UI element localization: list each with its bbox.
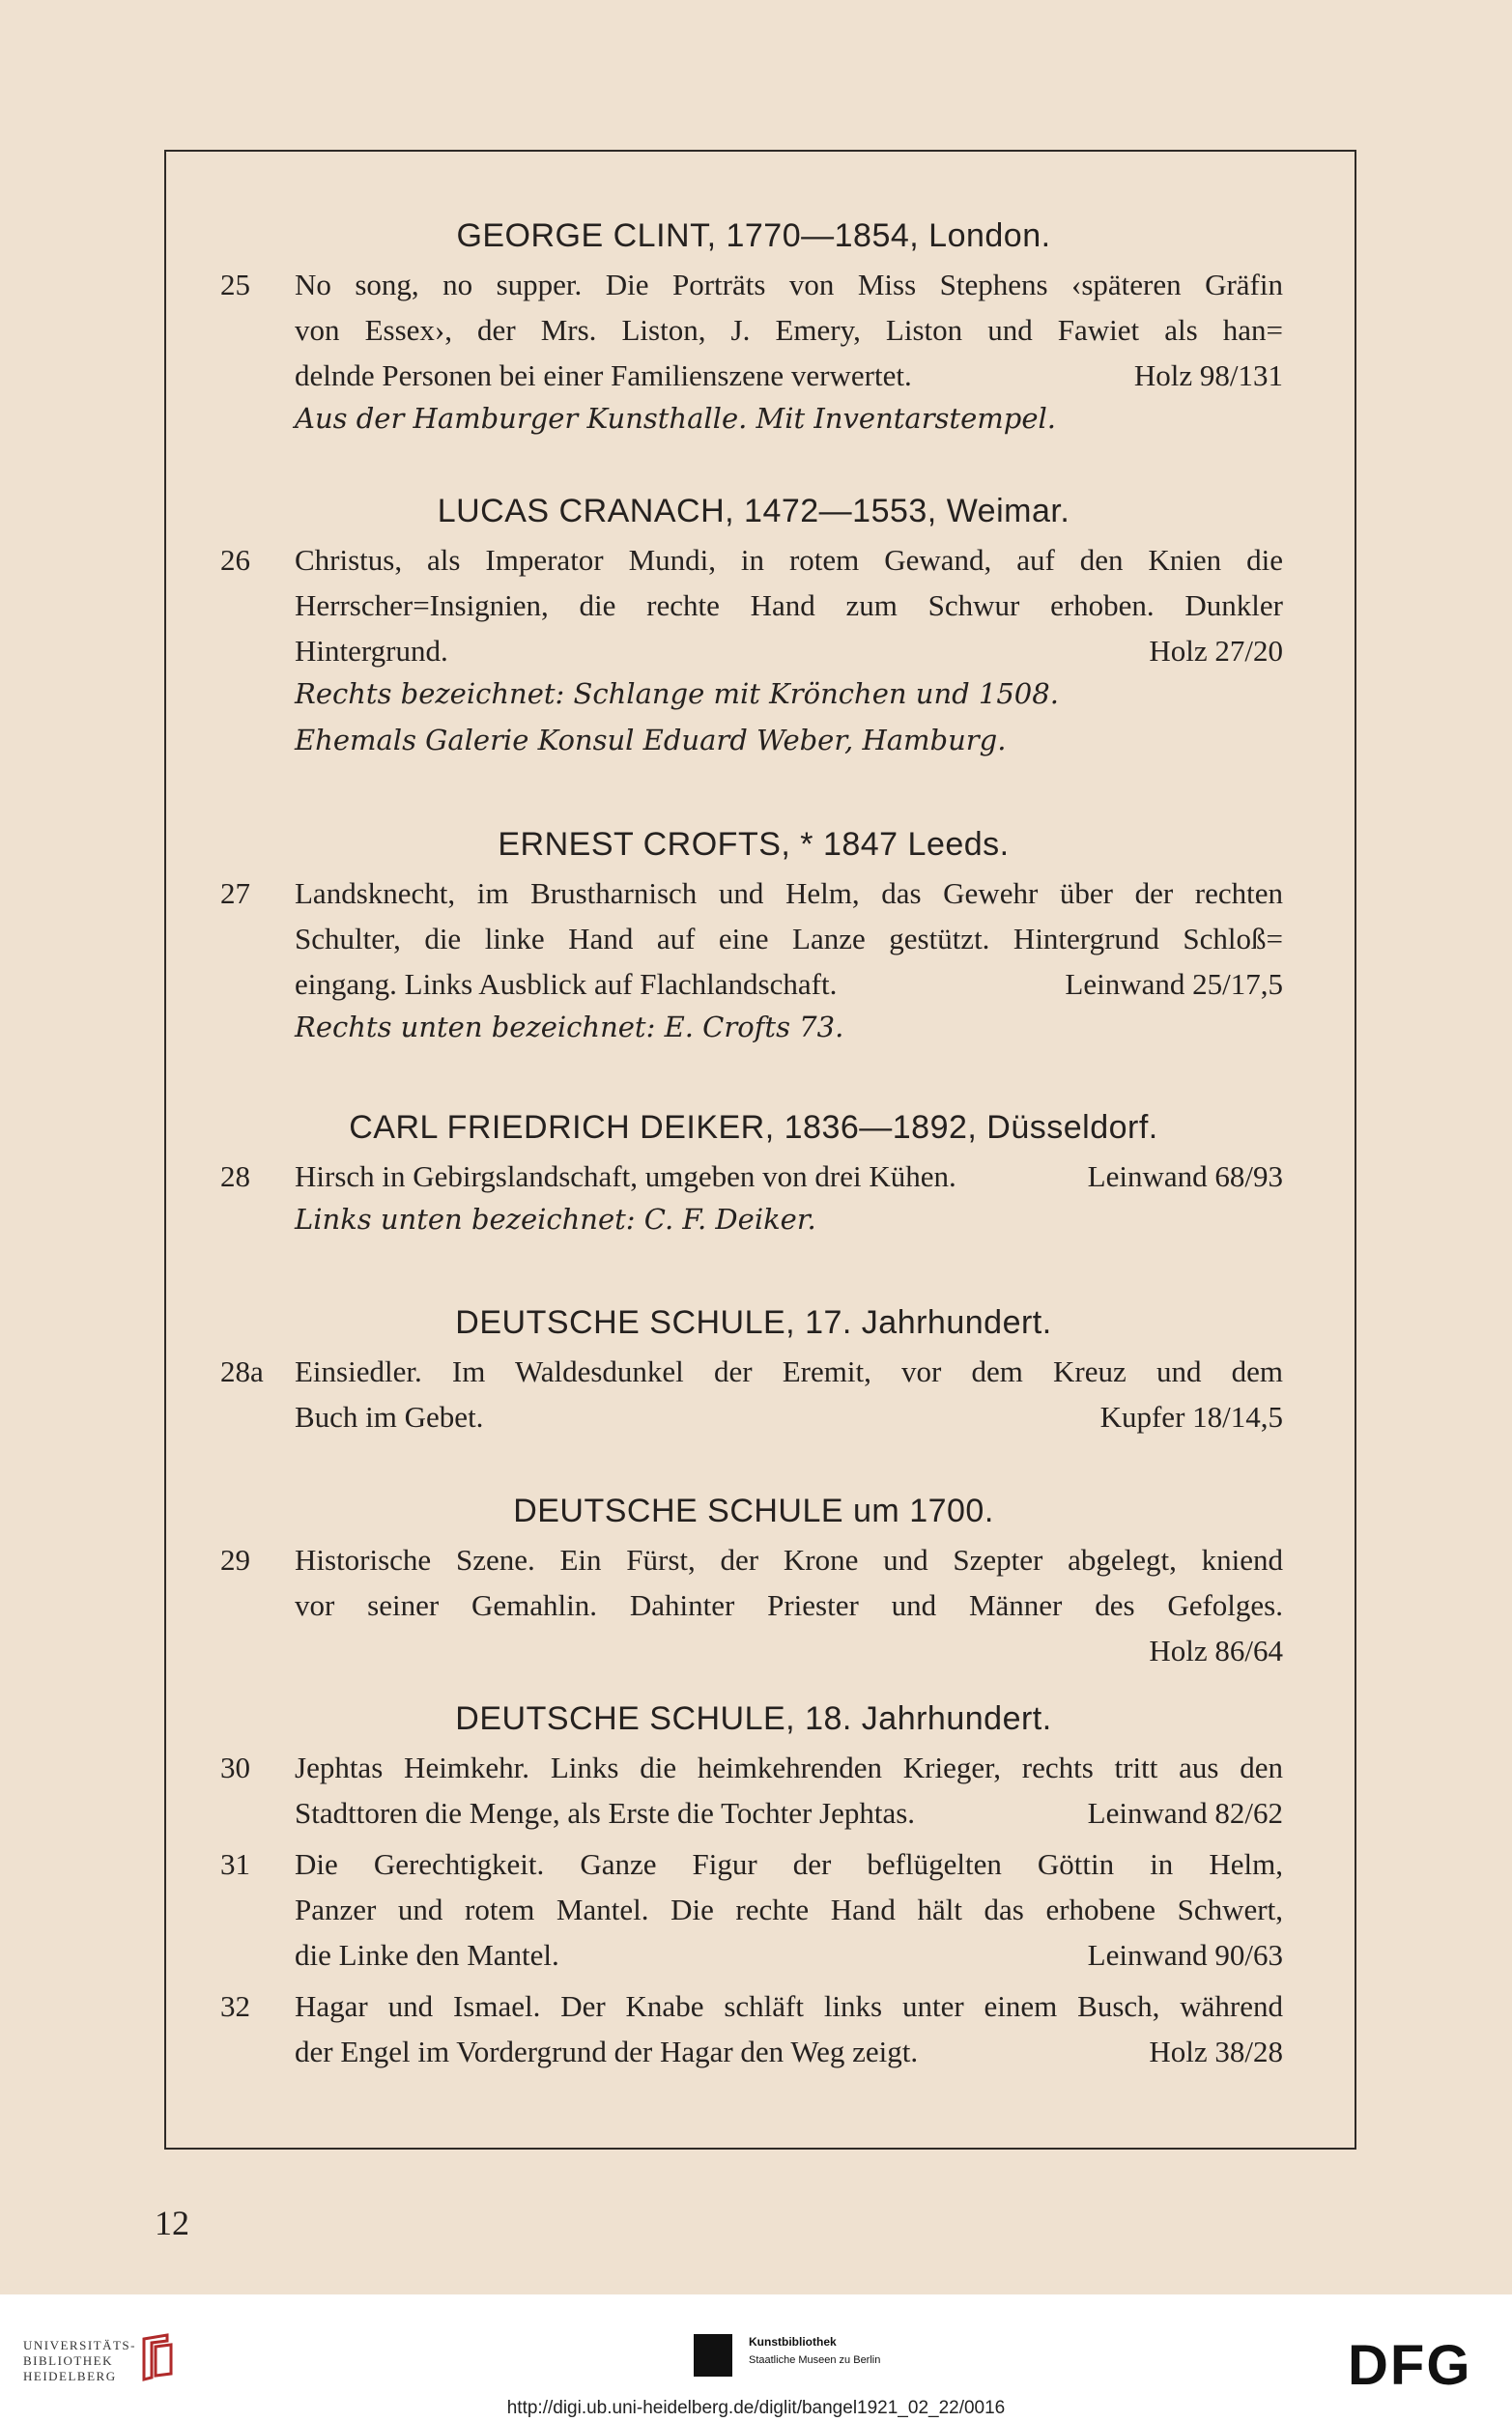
- dfg-logo: DFG: [1348, 2334, 1472, 2397]
- entry-line: No song, no supper. Die Porträts von Miss Stephens ‹späteren Gräfin: [295, 268, 1283, 301]
- artist-heading: CARL FRIEDRICH DEIKER, 1836—1892, Düsseldorf.: [349, 1109, 1158, 1146]
- entry-line: die Linke den Mantel.: [295, 1938, 559, 1972]
- entry-line: Schulter, die linke Hand auf eine Lanze gestützt. Hintergrund Schloß=: [295, 922, 1283, 955]
- catalog-number: 28: [220, 1159, 250, 1193]
- footer-bar: [0, 2294, 1512, 2422]
- entry-line: vor seiner Gemahlin. Dahinter Priester und Männer des Gefolges.: [295, 1588, 1283, 1622]
- entry-line: von Essex›, der Mrs. Liston, J. Emery, Liston und Fawiet als han=: [295, 313, 1283, 347]
- entry-line: Herrscher=Insignien, die rechte Hand zum Schwur erhoben. Dunkler: [295, 588, 1283, 622]
- catalog-number: 27: [220, 876, 250, 910]
- catalog-number: 31: [220, 1847, 250, 1881]
- entry-line: delnde Personen bei einer Familienszene verwertet.: [295, 358, 912, 392]
- kunstbibliothek-logo-icon: [694, 2334, 732, 2377]
- medium-dimensions: Leinwand 68/93: [1087, 1159, 1283, 1193]
- entry-line: Historische Szene. Ein Fürst, der Krone und Szepter abgelegt, kniend: [295, 1543, 1283, 1577]
- catalog-number: 28a: [220, 1354, 264, 1388]
- medium-dimensions: Holz 86/64: [1149, 1634, 1283, 1667]
- page-number: 12: [155, 2204, 189, 2242]
- kb-subtitle: Staatliche Museen zu Berlin: [749, 2354, 881, 2366]
- entry-line: Jephtas Heimkehr. Links die heimkehrenden Krieger, rechts tritt aus den: [295, 1751, 1283, 1784]
- medium-dimensions: Holz 27/20: [1149, 634, 1283, 668]
- artist-heading: LUCAS CRANACH, 1472—1553, Weimar.: [437, 493, 1070, 529]
- catalog-number: 25: [220, 268, 250, 301]
- source-url[interactable]: http://digi.ub.uni-heidelberg.de/diglit/bangel1921_02_22/0016: [506, 2398, 1006, 2418]
- entry-line: Die Gerechtigkeit. Ganze Figur der beflügelten Göttin in Helm,: [295, 1847, 1283, 1881]
- university-line: HEIDELBERG: [23, 2369, 117, 2383]
- artist-heading: DEUTSCHE SCHULE um 1700.: [513, 1493, 994, 1529]
- provenance-note: Rechts bezeichnet: Schlange mit Krönchen und 1508.: [295, 677, 1059, 710]
- university-line: BIBLIOTHEK: [23, 2353, 113, 2368]
- university-library-name: [23, 2338, 136, 2384]
- artist-heading: DEUTSCHE SCHULE, 18. Jahrhundert.: [455, 1700, 1052, 1737]
- entry-line: Landsknecht, im Brustharnisch und Helm, das Gewehr über der rechten: [295, 876, 1283, 910]
- medium-dimensions: Leinwand 25/17,5: [1065, 967, 1283, 1001]
- medium-dimensions: Kupfer 18/14,5: [1099, 1400, 1283, 1434]
- entry-line: Buch im Gebet.: [295, 1400, 484, 1434]
- entry-line: Christus, als Imperator Mundi, in rotem Gewand, auf den Knien die: [295, 543, 1283, 577]
- entry-line: eingang. Links Ausblick auf Flachlandschaft.: [295, 967, 838, 1001]
- medium-dimensions: Holz 38/28: [1149, 2035, 1283, 2068]
- entry-line: der Engel im Vordergrund der Hagar den Weg zeigt.: [295, 2035, 919, 2068]
- provenance-note: Aus der Hamburger Kunsthalle. Mit Inventarstempel.: [295, 402, 1056, 435]
- catalog-number: 30: [220, 1751, 250, 1784]
- medium-dimensions: Leinwand 82/62: [1087, 1796, 1283, 1830]
- medium-dimensions: Holz 98/131: [1133, 358, 1283, 392]
- kunstbibliothek-label: [749, 2335, 880, 2366]
- kb-title: Kunstbibliothek: [749, 2335, 837, 2349]
- provenance-note: Ehemals Galerie Konsul Eduard Weber, Hamburg.: [295, 724, 1007, 756]
- university-line: UNIVERSITÄTS-: [23, 2338, 136, 2352]
- entry-line: Panzer und rotem Mantel. Die rechte Hand hält das erhobene Schwert,: [295, 1893, 1283, 1926]
- artist-heading: DEUTSCHE SCHULE, 17. Jahrhundert.: [455, 1304, 1052, 1341]
- entry-line: Hagar und Ismael. Der Knabe schläft links unter einem Busch, während: [295, 1989, 1283, 2023]
- artist-heading: ERNEST CROFTS, * 1847 Leeds.: [498, 826, 1010, 863]
- entry-line: Hintergrund.: [295, 634, 448, 668]
- provenance-note: Links unten bezeichnet: C. F. Deiker.: [295, 1203, 816, 1236]
- university-logo-icon: [138, 2333, 175, 2381]
- artist-heading: GEORGE CLINT, 1770—1854, London.: [456, 217, 1051, 254]
- entry-line: Einsiedler. Im Waldesdunkel der Eremit, vor dem Kreuz und dem: [295, 1354, 1283, 1388]
- catalog-number: 26: [220, 543, 250, 577]
- entry-line: Hirsch in Gebirgslandschaft, umgeben von drei Kühen.: [295, 1159, 956, 1193]
- catalog-number: 29: [220, 1543, 250, 1577]
- catalog-number: 32: [220, 1989, 250, 2023]
- entry-line: Stadttoren die Menge, als Erste die Tochter Jephtas.: [295, 1796, 916, 1830]
- medium-dimensions: Leinwand 90/63: [1087, 1938, 1283, 1972]
- provenance-note: Rechts unten bezeichnet: E. Crofts 73.: [295, 1011, 844, 1043]
